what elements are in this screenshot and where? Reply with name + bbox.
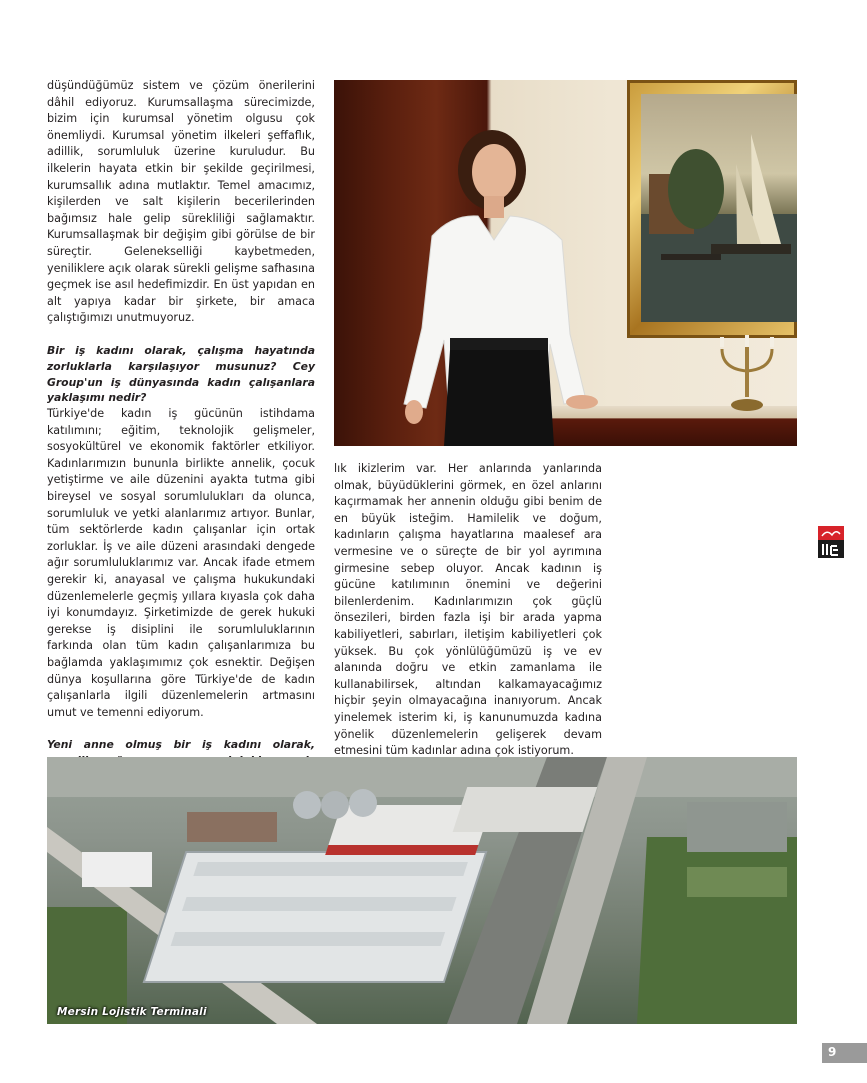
interview-question: Bir iş kadını olarak, çalışma hayatında zorluklarla karşılaşıyor musunuz? Cey Group'un iş dünyasında kadın çalışanlara yaklaşımı nedir? <box>47 343 315 405</box>
page-number-tab <box>822 1043 867 1063</box>
woman-figure <box>374 128 634 446</box>
text-column-middle <box>334 461 602 760</box>
painting-frame <box>627 80 797 338</box>
photo-caption: Mersin Lojistik Terminali <box>57 1006 207 1018</box>
aerial-photo <box>47 757 797 1024</box>
page-number: 9 <box>828 1045 837 1059</box>
body-paragraph: lık ikizlerim var. Her anlarında yanlarında olmak, büyüdüklerini görmek, en özel anlarını kaçırmamak her annenin olduğu gibi benim de en büyük isteğim. Hamilelik ve doğum, kadınların çalışma hayatlarına maalesef ara vermesine ve o süreçte de bir yol ayrımına girmesine sebep oluyor. Ancak kadının iş gücüne katılımının önemini ve değerini bilenlerdenim. Kadınlarımızın çok güçlü önsezileri, birden fazla işi bir arada yapma kabiliyetleri, sabırları, iletişim kabiliyetleri çok yüksek. Bu çok yönlülüğümüzü iş ve ev alanında doğru ve etkin zamanlama ile kullanabilirsek, altından kalkamayacağımız hiçbir şeyin olmayacağına inanıyorum. Ancak yinelemek isterim ki, iş kanunumuzda kadına yönelik düzenlemelerin gelişerek devam etmesini tüm kadınlar adına çok istiyorum. <box>334 462 602 758</box>
portrait-photo <box>334 80 797 446</box>
interview-question: Yeni anne olmuş bir iş kadını olarak, <box>47 738 315 752</box>
logo-mark-icon <box>818 526 844 558</box>
text-column-left <box>47 78 315 851</box>
candelabra-icon <box>712 335 782 415</box>
brand-logo <box>818 526 844 558</box>
body-paragraph: Türkiye'de kadın iş gücünün istihdama katılımını; eğitim, teknolojik gelişmeler, sosyokültürel ve ekonomik faktörler etkiliyor. Kadınlarımızın bununla birlikte annelik, çocuk yetiştirme ve aile düzenini ayakta tutma gibi bireysel ve sosyal sorumlulukları da olunca, sorumluluk ve yetki alanlarımız artıyor. Bunlar, tüm sektörlerde kadın çalışanlar için ortak zorluklar. İş ve aile düzeni arasındaki dengede ağır sorumluluklarımız var. Ancak ifade etmem gerekir ki, anayasal ve çalışma hukukundaki düzenlemelerle geçmiş yıllara kıyasla çok daha iyi konumdayız. Şirketimizde de gerek hukuki gerekse iş disiplini ile sorumluluklarının farkında olan tüm kadın çalışanlarımıza bu bağlamda yaklaşımımız çok esnektir. Değişen dünya koşullarına göre Türkiye'de de kadın çalışanlarla ilgili düzenlemelerin artmasını umut ve temenni ediyorum. <box>47 407 315 719</box>
painting <box>641 94 797 322</box>
body-paragraph: düşündüğümüz sistem ve çözüm önerilerini dâhil ediyoruz. Kurumsallaşma sürecimizde, bizim için kurumsal yönetim olgusu çok önemliydi. Kurumsal yönetim ilkeleri şeffaflık, adillik, sorumluluk üzerine kuruludur. Bu ilkelerin hayata etkin bir şekilde geçirilmesi, kurumsallık adına mutlaktır. Temel amacımız, kişilerden ve salt kişilerin becerilerinden bağımsız hale gelip sürekliliği sağlamaktır. Kurumsallaşmak bir değişim gibi görülse de bir süreçtir. Gelenekselliği kaybetmeden, yeniliklere açık olarak sürekli gelişme safhasına geçmek ise asıl hedefimizdir. En üst yapıdan en alt yapıya kadar bir şirkete, bir amaca çalıştığımızı unutmuyoruz. <box>47 79 315 325</box>
